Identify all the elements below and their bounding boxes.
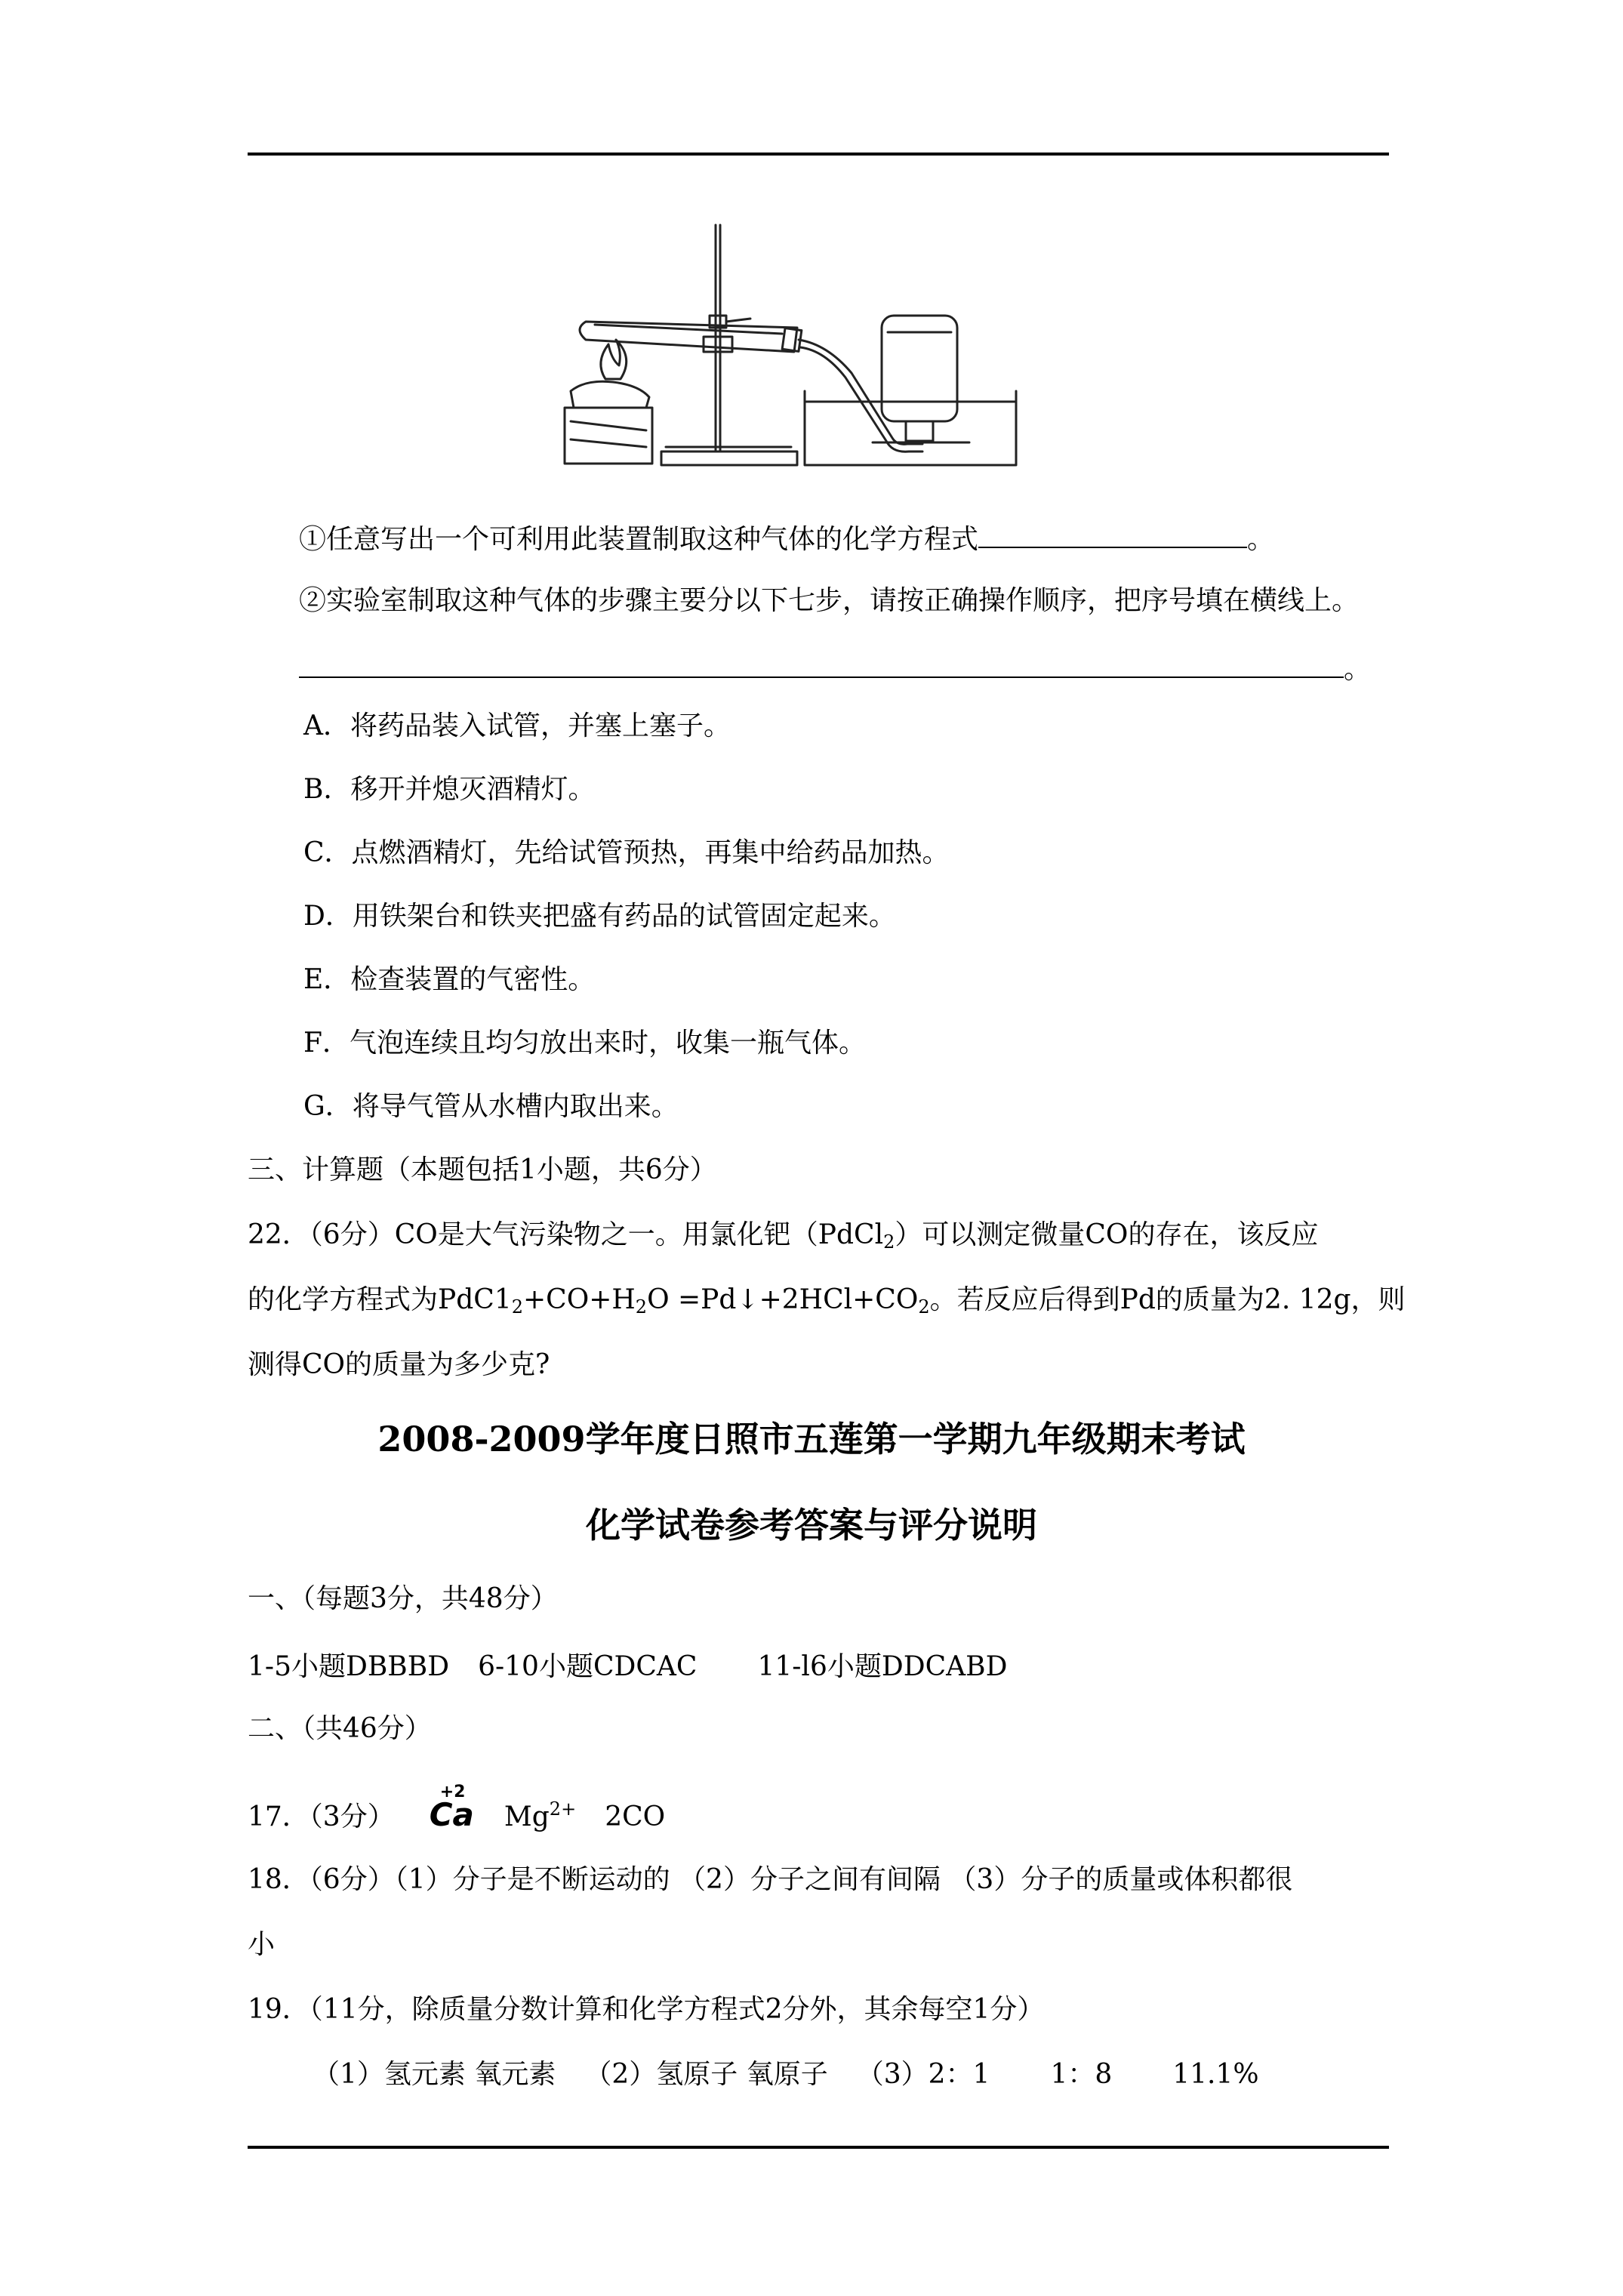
q22-subscript: 2 [511,1296,523,1318]
footer-rule [248,2146,1389,2149]
part1-heading: 一、（每题3分，共48分） [248,1583,558,1614]
q19-part2: （2）氢原子 氧原子 [584,2059,828,2090]
q21-item2-answer-blank[interactable] [299,649,1344,678]
q22-subscript: 2 [635,1296,648,1318]
q22-text: 。若反应后得到Pd的质量为2. 12g，则 [929,1284,1406,1315]
q18-line2: 小 [248,1929,276,1960]
q21-step: A．将药品装入试管，并塞上塞子。 [303,710,731,741]
valence-label: +2 [439,1783,466,1801]
section3-heading: 三、计算题（本题包括1小题，共6分） [248,1154,717,1185]
q21-item2-answer [299,649,1371,686]
answers-11-16: 11-l6小题DDCABD [757,1651,1008,1682]
q21-step: D．用铁架台和铁夹把盛有药品的试管固定起来。 [303,901,896,932]
q17-answer [248,1783,666,1834]
q22-text: 22．（6分）CO是大气污染物之一。用氯化钯（PdCl [248,1219,884,1250]
calcium-symbol: Ca [429,1796,474,1833]
q19-line2 [313,2058,1259,2091]
q22-text: O =Pd↓+2HCl+CO [647,1284,919,1315]
apparatus-illustration [556,204,1024,476]
q22-line1 [248,1219,1318,1252]
q22-subscript: 2 [883,1231,895,1253]
q21-item1-answer-blank[interactable] [978,519,1247,548]
header-rule [248,153,1389,156]
carbon-monoxide: 2CO [605,1801,666,1832]
q19-part3: （3）2：1 [856,2059,990,2090]
answers-1-5: 1-5小题DBBBD [248,1651,450,1682]
q22-text: 的化学方程式为PdC1 [248,1284,512,1315]
q21-step: E．检查装置的气密性。 [303,964,596,995]
q22-text: ）可以测定微量CO的存在，该反应 [895,1219,1319,1250]
q21-step: C．点燃酒精灯，先给试管预热，再集中给药品加热。 [303,837,950,868]
q21-item2 [299,584,1359,618]
q21-item2-end: 。 [1344,654,1372,685]
ion-charge: 2+ [549,1798,577,1820]
q22-subscript: 2 [918,1296,930,1318]
q19-part1: （1）氢元素 氧元素 [313,2059,556,2090]
part1-answers [248,1650,1007,1684]
answer-title: 2008-2009学年度日照市五莲第一学期九年级期末考试 [377,1419,1246,1459]
q21-item2-text: ②实验室制取这种气体的步骤主要分以下七步，请按正确操作顺序，把序号填在横线上。 [299,585,1360,616]
calcium-valence-symbol [429,1783,474,1833]
answers-6-10: 6-10小题CDCAC [478,1651,698,1682]
q21-item1 [299,519,1274,556]
q19-line1: 19．（11分，除质量分数计算和化学方程式2分外，其余每空1分） [248,1994,1045,2025]
answer-subtitle: 化学试卷参考答案与评分说明 [586,1505,1037,1546]
q19-percent: 11.1% [1172,2059,1259,2090]
q21-step: G．将导气管从水槽内取出来。 [303,1091,679,1122]
q22-text: +CO+H [523,1284,636,1315]
q19-ratio: 1：8 [1050,2059,1113,2090]
q17-label: 17．（3分） [248,1801,395,1832]
q22-line3: 测得CO的质量为多少克? [248,1349,550,1380]
q18-line1: 18．（6分）（1）分子是不断运动的 （2）分子之间有间隔 （3）分子的质量或体积都很 [248,1864,1293,1895]
q21-step: F．气泡连续且均匀放出来时，收集一瓶气体。 [303,1028,866,1059]
q21-item1-text: ①任意写出一个可利用此装置制取这种气体的化学方程式 [299,524,979,555]
q21-step: B．移开并熄灭酒精灯。 [303,774,596,805]
q21-item1-end: 。 [1247,524,1275,555]
q22-line2 [248,1284,1406,1317]
magnesium-ion: Mg [504,1801,550,1832]
part2-heading: 二、（共46分） [248,1713,432,1744]
